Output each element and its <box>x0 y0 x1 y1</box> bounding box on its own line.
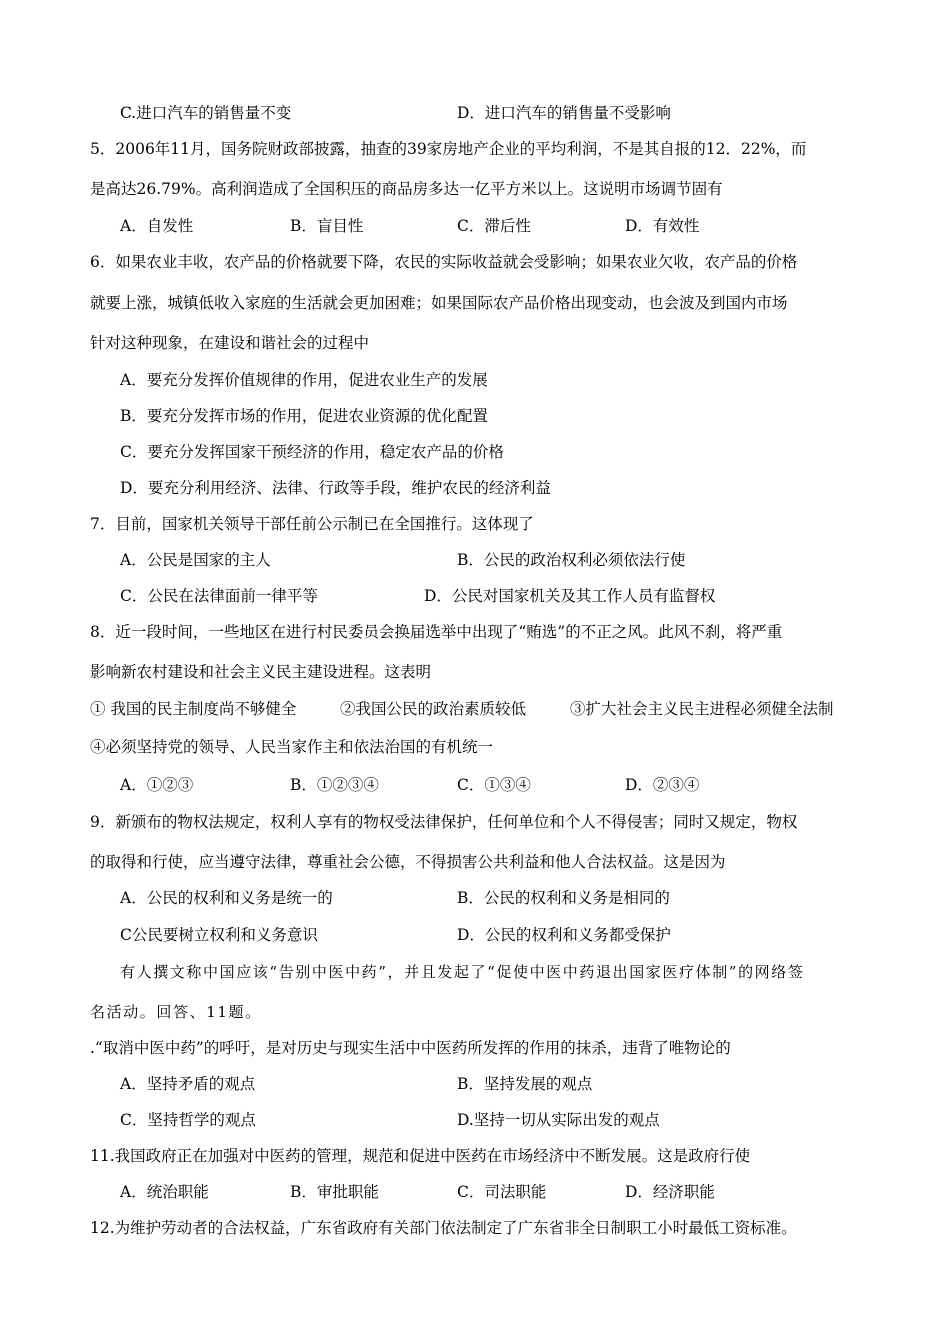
q11-option-a: A．统治职能 <box>120 1183 209 1201</box>
q9-option-c: C公民要树立权利和义务意识 <box>120 926 318 944</box>
q6-stem-line3: 针对这种现象，在建设和谐社会的过程中 <box>90 334 370 352</box>
q10-option-d: D.坚持一切从实际出发的观点 <box>457 1111 660 1129</box>
passage-line2: 名活动。回答、11题。 <box>90 1003 262 1021</box>
q12-stem-line1: 12.为维护劳动者的合法权益，广东省政府有关部门依法制定了广东省非全日制职工小时最低工资标准。 <box>90 1219 797 1237</box>
q6-option-c: C．要充分发挥国家干预经济的作用，稳定农产品的价格 <box>120 443 504 461</box>
q5-option-d: D．有效性 <box>625 217 700 235</box>
q7-option-c: C．公民在法律面前一律平等 <box>120 587 318 605</box>
q6-option-b: B．要充分发挥市场的作用，促进农业资源的优化配置 <box>120 407 488 425</box>
q5-stem-line2: 是高达26.79%。高利润造成了全国积压的商品房多达一亿平方米以上。这说明市场调节固有 <box>90 180 723 198</box>
q9-option-b: B．公民的权利和义务是相同的 <box>457 889 670 907</box>
q6-option-d: D．要充分利用经济、法律、行政等手段，维护农民的经济利益 <box>120 479 551 497</box>
q7-option-a: A．公民是国家的主人 <box>120 551 271 569</box>
q6-stem-line2: 就要上涨，城镇低收入家庭的生活就会更加困难；如果国际农产品价格出现变动，也会波及到国内市场 <box>90 294 788 312</box>
q9-stem-line1: 9．新颁布的物权法规定，权利人享有的物权受法律保护，任何单位和个人不得侵害；同时又规定，物权 <box>90 813 798 831</box>
q8-option-d: D．②③④ <box>625 776 700 794</box>
q6-stem-line1: 6．如果农业丰收，农产品的价格就要下降，农民的实际收益就会受影响；如果农业欠收，农产品的价格 <box>90 253 798 271</box>
q8-option-c: C．①③④ <box>457 776 531 794</box>
q5-option-c: C．滞后性 <box>457 217 531 235</box>
q8-statement-4: ④必须坚持党的领导、人民当家作主和依法治国的有机统一 <box>90 738 494 756</box>
q4-option-d: D．进口汽车的销售量不受影响 <box>457 104 671 122</box>
q10-option-b: B．坚持发展的观点 <box>457 1075 593 1093</box>
q8-stem-line2: 影响新农村建设和社会主义民主建设进程。这表明 <box>90 663 432 681</box>
q7-option-b: B．公民的政治权利必须依法行使 <box>457 551 686 569</box>
q11-option-b: B．审批职能 <box>290 1183 379 1201</box>
q5-option-a: A．自发性 <box>120 217 194 235</box>
q10-option-a: A．坚持矛盾的观点 <box>120 1075 256 1093</box>
q8-option-a: A．①②③ <box>120 776 194 794</box>
q7-option-d: D．公民对国家机关及其工作人员有监督权 <box>424 587 716 605</box>
q7-stem-line1: 7．目前，国家机关领导干部任前公示制已在全国推行。这体现了 <box>90 515 534 533</box>
q10-stem-line1: .“取消中医中药”的呼吁，是对历史与现实生活中中医药所发挥的作用的抹杀，违背了唯物论的 <box>90 1039 731 1057</box>
q5-option-b: B．盲目性 <box>290 217 364 235</box>
q9-option-a: A．公民的权利和义务是统一的 <box>120 889 333 907</box>
q8-stem-line1: 8．近一段时间，一些地区在进行村民委员会换届选举中出现了“贿选”的不正之风。此风不刹，将严重 <box>90 623 783 641</box>
q5-stem-line1: 5．2006年11月，国务院财政部披露，抽查的39家房地产企业的平均利润，不是其自报的12．22%，而 <box>90 140 807 158</box>
q8-option-b: B．①②③④ <box>290 776 379 794</box>
q4-option-c: C.进口汽车的销售量不变 <box>120 104 292 122</box>
q11-stem-line1: 11.我国政府正在加强对中医药的管理，规范和促进中医药在市场经济中不断发展。这是政府行使 <box>90 1147 751 1165</box>
q8-statement-3: ③扩大社会主义民主进程必须健全法制 <box>570 700 834 718</box>
q9-option-d: D．公民的权利和义务都受保护 <box>457 926 671 944</box>
q8-statement-1: ① 我国的民主制度尚不够健全 <box>90 700 297 718</box>
q11-option-c: C．司法职能 <box>457 1183 547 1201</box>
q8-statement-2: ②我国公民的政治素质较低 <box>340 700 527 718</box>
q10-option-c: C．坚持哲学的观点 <box>120 1111 256 1129</box>
q9-stem-line2: 的取得和行使，应当遵守法律，尊重社会公德，不得损害公共利益和他人合法权益。这是因为 <box>90 853 726 871</box>
passage-line1: 有人撰文称中国应该“告别中医中药”，并且发起了“促使中医中药退出国家医疗体制”的网络签 <box>120 963 805 981</box>
q11-option-d: D．经济职能 <box>625 1183 715 1201</box>
q6-option-a: A．要充分发挥价值规律的作用，促进农业生产的发展 <box>120 371 488 389</box>
